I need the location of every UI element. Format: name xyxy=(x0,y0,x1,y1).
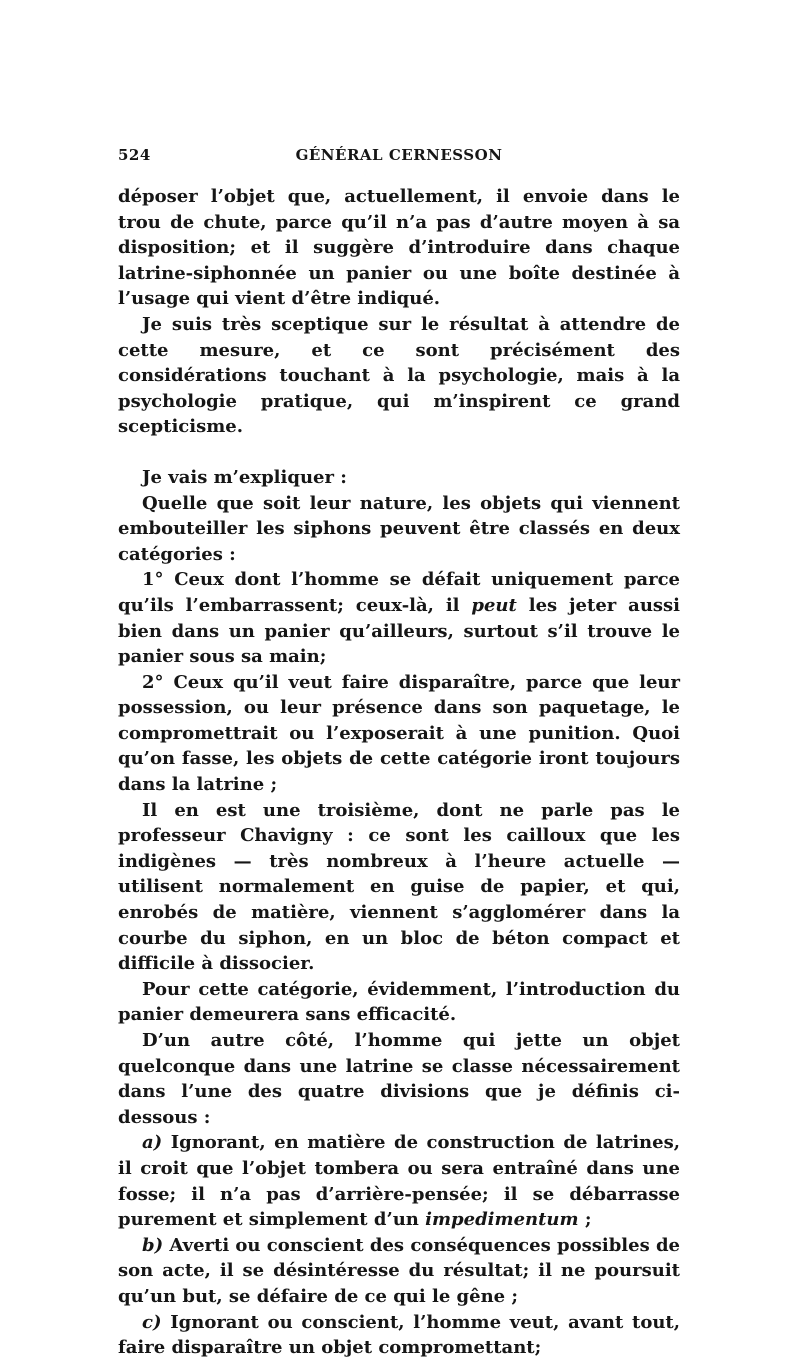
paragraph-division-b xyxy=(118,1233,680,1310)
body-text xyxy=(118,184,680,1361)
paragraph-categories-intro: Quelle que soit leur nature, les objets qui viennent embouteiller les siphons peuvent être classés en deux catégories : xyxy=(118,492,680,565)
emphasis-impedimentum: impedimentum xyxy=(425,1209,579,1231)
paragraph-divisions-intro: D’un autre côté, l’homme qui jette un objet quelconque dans une latrine se classe nécessairement dans l’une des quatre divisions que je définis ci-dessous : xyxy=(118,1030,680,1128)
emphasis-peut: peut xyxy=(471,594,517,616)
category-1-tail: les jeter aussi bien dans un panier qu’ailleurs, surtout s’il trouve le panier sous sa main; xyxy=(118,594,681,668)
division-c-label: c) xyxy=(142,1311,162,1333)
division-b-label: b) xyxy=(142,1234,164,1256)
paragraph-category-1 xyxy=(118,567,680,669)
paragraph-scepticism: Je suis très sceptique sur le résultat à attendre de cette mesure, et ce sont précisément des considérations touchant à la psychologie, mais à la psychologie pratique, qui m’inspirent ce grand scepticisme. xyxy=(118,313,680,438)
paragraph-explanation-intro: Je vais m’expliquer : xyxy=(142,466,347,488)
division-a-label: a) xyxy=(142,1132,163,1154)
page-number: 524 xyxy=(118,146,151,164)
category-1-lead: 1° Ceux dont l’homme se défait uniquement parce qu’ils l’embarrassent; ceux-là, il xyxy=(118,569,680,616)
paragraph-category-2: 2° Ceux qu’il veut faire disparaître, parce que leur possession, ou leur présence dans son paquetage, le compromettrait ou l’exposerait à une punition. Quoi qu’on fasse, les objets de cette catégorie iront toujours dans la latrine ; xyxy=(118,671,680,796)
division-c-text: Ignorant ou conscient, l’homme veut, avant tout, faire disparaître un objet compromettant; xyxy=(118,1311,680,1359)
running-title: GÉNÉRAL CERNESSON xyxy=(295,146,503,164)
division-b-text: Averti ou conscient des conséquences possibles de son acte, il se désintéresse du résultat; il ne poursuit qu’un but, se défaire de ce qui le gêne ; xyxy=(118,1234,681,1307)
page-header xyxy=(118,146,680,172)
paragraph-basket-inefficacy: Pour cette catégorie, évidemment, l’introduction du panier demeurera sans efficacité. xyxy=(118,978,680,1026)
paragraph-division-c xyxy=(118,1310,680,1361)
paragraph-category-3: Il en est une troisième, dont ne parle pas le professeur Chavigny : ce sont les cailloux que les indigènes — très nombreux à l’heure actuelle — utilisent normalement en guise de papier, et qui, enrobés de matière, viennent s’agglomérer dans la courbe du siphon, en un bloc de béton compact et difficile à dissocier. xyxy=(118,799,680,975)
paragraph-continuation: déposer l’objet que, actuellement, il envoie dans le trou de chute, parce qu’il n’a pas d’autre moyen à sa disposition; et il suggère d’introduire dans chaque latrine-siphonnée un panier ou une boîte destinée à l’usage qui vient d’être indiqué. xyxy=(118,186,680,310)
division-a-tail: ; xyxy=(578,1209,592,1231)
paragraph-division-a xyxy=(118,1130,680,1232)
division-a-text: Ignorant, en matière de construction de latrines, il croit que l’objet tombera ou sera entraîné dans une fosse; il n’a pas d’arrière-pensée; il se débarrasse purement et simplement d’un xyxy=(118,1132,680,1231)
book-page xyxy=(118,146,680,1361)
